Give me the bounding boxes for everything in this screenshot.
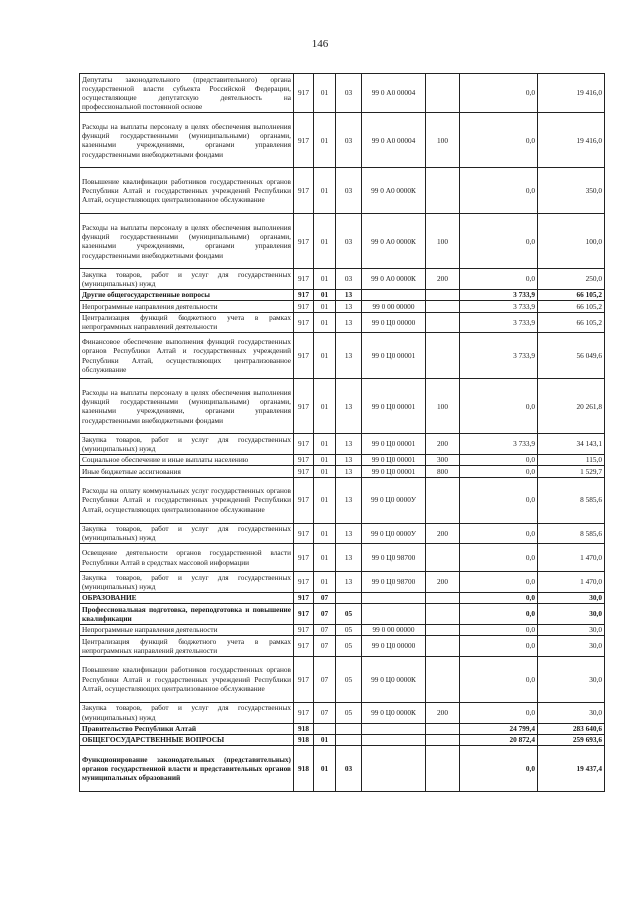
- ministry-code: 917: [294, 702, 314, 723]
- section-code: 07: [314, 702, 336, 723]
- amount-second: 1 470,0: [538, 544, 605, 572]
- expense-type-code: [426, 312, 460, 333]
- subsection-code: 03: [336, 746, 362, 792]
- amount-second: 8 585,6: [538, 477, 605, 523]
- table-row: [80, 723, 605, 734]
- amount-second: 30,0: [538, 604, 605, 625]
- table-row: [80, 269, 605, 290]
- amount-first: 3 733,9: [460, 333, 538, 379]
- expense-type-code: [426, 656, 460, 702]
- section-code: 01: [314, 74, 336, 113]
- expense-name: Закупка товаров, работ и услуг для государственных (муниципальных) нужд: [80, 572, 294, 593]
- expense-type-code: [426, 604, 460, 625]
- subsection-code: 03: [336, 269, 362, 290]
- expense-type-code: [426, 723, 460, 734]
- table-row: [80, 454, 605, 465]
- section-code: 01: [314, 454, 336, 465]
- section-code: 07: [314, 604, 336, 625]
- amount-second: 30,0: [538, 702, 605, 723]
- expense-name: Социальное обеспечение и иные выплаты населению: [80, 454, 294, 465]
- ministry-code: 917: [294, 592, 314, 603]
- expense-name: Централизация функций бюджетного учета в рамках непрограммных направлений деятельности: [80, 312, 294, 333]
- expense-type-code: [426, 168, 460, 214]
- expense-name: Расходы на выплаты персоналу в целях обеспечения выполнения функций государственными (муниципальными) органами, казенными учреждениями, органами управления государственными внебюджетными фондами: [80, 113, 294, 168]
- target-article-code: 99 0 00 00000: [362, 301, 426, 312]
- section-code: 01: [314, 379, 336, 434]
- subsection-code: [336, 592, 362, 603]
- expense-type-code: 200: [426, 523, 460, 544]
- target-article-code: 99 0 Ц0 00001: [362, 454, 426, 465]
- expense-type-code: [426, 301, 460, 312]
- section-code: 07: [314, 624, 336, 635]
- expense-name: Финансовое обеспечение выполнения функций государственных органов Республики Алтай и государственных учреждений Республики Алтай, осуществляющих централизованное обслуживание: [80, 333, 294, 379]
- page-number: 146: [311, 38, 329, 50]
- table-row: [80, 477, 605, 523]
- table-row: [80, 734, 605, 745]
- amount-second: 283 640,6: [538, 723, 605, 734]
- target-article-code: [362, 592, 426, 603]
- table-row: [80, 113, 605, 168]
- amount-first: 24 799,4: [460, 723, 538, 734]
- amount-first: 3 733,9: [460, 312, 538, 333]
- subsection-code: 13: [336, 544, 362, 572]
- expense-name: Централизация функций бюджетного учета в рамках непрограммных направлений деятельности: [80, 636, 294, 657]
- amount-first: 0,0: [460, 544, 538, 572]
- expense-name: Депутаты законодательного (представительного) органа государственной власти субъекта Российской Федерации, осуществляющие депутатскую деятельность на профессиональной постоянной основе: [80, 74, 294, 113]
- section-code: [314, 723, 336, 734]
- expense-type-code: [426, 624, 460, 635]
- subsection-code: 05: [336, 702, 362, 723]
- amount-first: 3 733,9: [460, 301, 538, 312]
- section-code: 01: [314, 746, 336, 792]
- amount-second: 20 261,8: [538, 379, 605, 434]
- section-code: 07: [314, 636, 336, 657]
- ministry-code: 917: [294, 312, 314, 333]
- ministry-code: 917: [294, 544, 314, 572]
- amount-first: 0,0: [460, 572, 538, 593]
- expense-name: Освещение деятельности органов государственной власти Республики Алтай в средствах массовой информации: [80, 544, 294, 572]
- ministry-code: 917: [294, 656, 314, 702]
- expense-type-code: [426, 289, 460, 300]
- target-article-code: 99 0 Ц0 00000: [362, 636, 426, 657]
- section-code: 01: [314, 312, 336, 333]
- subsection-code: 13: [336, 333, 362, 379]
- expense-type-code: [426, 734, 460, 745]
- expense-type-code: 200: [426, 572, 460, 593]
- ministry-code: 917: [294, 168, 314, 214]
- expense-name: Повышение квалификации работников государственных органов Республики Алтай и государственных учреждений Республики Алтай, осуществляющих централизованное обслуживание: [80, 168, 294, 214]
- expense-type-code: 200: [426, 434, 460, 455]
- subsection-code: [336, 723, 362, 734]
- section-code: 01: [314, 214, 336, 269]
- section-code: 01: [314, 434, 336, 455]
- amount-second: 350,0: [538, 168, 605, 214]
- target-article-code: 99 0 Ц0 0000К: [362, 656, 426, 702]
- target-article-code: 99 0 Ц0 00000: [362, 312, 426, 333]
- table-row: [80, 379, 605, 434]
- table-row: [80, 572, 605, 593]
- subsection-code: 13: [336, 379, 362, 434]
- subsection-code: 03: [336, 113, 362, 168]
- section-code: 01: [314, 523, 336, 544]
- ministry-code: 917: [294, 379, 314, 434]
- expense-name: Непрограммные направления деятельности: [80, 301, 294, 312]
- amount-second: 8 585,6: [538, 523, 605, 544]
- target-article-code: 99 0 Ц0 0000У: [362, 477, 426, 523]
- amount-second: 30,0: [538, 656, 605, 702]
- amount-second: 19 416,0: [538, 113, 605, 168]
- amount-first: 0,0: [460, 746, 538, 792]
- amount-second: 1 529,7: [538, 466, 605, 477]
- target-article-code: [362, 746, 426, 792]
- amount-first: 0,0: [460, 624, 538, 635]
- ministry-code: 917: [294, 624, 314, 635]
- subsection-code: 05: [336, 636, 362, 657]
- table-row: [80, 624, 605, 635]
- table-row: [80, 466, 605, 477]
- ministry-code: 917: [294, 269, 314, 290]
- amount-second: 115,0: [538, 454, 605, 465]
- amount-second: 1 470,0: [538, 572, 605, 593]
- ministry-code: 918: [294, 723, 314, 734]
- amount-first: 0,0: [460, 113, 538, 168]
- section-code: 01: [314, 734, 336, 745]
- amount-first: 0,0: [460, 269, 538, 290]
- amount-second: 66 105,2: [538, 312, 605, 333]
- expense-name: Профессиональная подготовка, переподготовка и повышение квалификации: [80, 604, 294, 625]
- amount-first: 0,0: [460, 214, 538, 269]
- table-row: [80, 289, 605, 300]
- expense-name: Закупка товаров, работ и услуг для государственных (муниципальных) нужд: [80, 523, 294, 544]
- amount-second: 100,0: [538, 214, 605, 269]
- expense-name: Расходы на выплаты персоналу в целях обеспечения выполнения функций государственными (муниципальными) органами, казенными учреждениями, органами управления государственными внебюджетными фондами: [80, 379, 294, 434]
- amount-first: 0,0: [460, 454, 538, 465]
- amount-second: 30,0: [538, 592, 605, 603]
- expense-type-code: 800: [426, 466, 460, 477]
- target-article-code: 99 0 Ц0 00001: [362, 379, 426, 434]
- ministry-code: 917: [294, 572, 314, 593]
- table-row: [80, 434, 605, 455]
- expense-type-code: [426, 592, 460, 603]
- subsection-code: 13: [336, 434, 362, 455]
- target-article-code: [362, 723, 426, 734]
- ministry-code: 917: [294, 454, 314, 465]
- amount-second: 66 105,2: [538, 289, 605, 300]
- target-article-code: 99 0 Ц0 00001: [362, 434, 426, 455]
- table-row: [80, 74, 605, 113]
- ministry-code: 917: [294, 333, 314, 379]
- subsection-code: 13: [336, 523, 362, 544]
- expense-type-code: [426, 746, 460, 792]
- subsection-code: [336, 734, 362, 745]
- expense-type-code: 300: [426, 454, 460, 465]
- section-code: 07: [314, 656, 336, 702]
- table-row: [80, 656, 605, 702]
- amount-first: 0,0: [460, 168, 538, 214]
- amount-second: 30,0: [538, 624, 605, 635]
- amount-second: 259 693,6: [538, 734, 605, 745]
- ministry-code: 917: [294, 466, 314, 477]
- subsection-code: 03: [336, 74, 362, 113]
- table-row: [80, 636, 605, 657]
- section-code: 01: [314, 477, 336, 523]
- amount-second: 66 105,2: [538, 301, 605, 312]
- subsection-code: 03: [336, 214, 362, 269]
- subsection-code: 13: [336, 466, 362, 477]
- subsection-code: 13: [336, 289, 362, 300]
- target-article-code: [362, 604, 426, 625]
- table-row: [80, 702, 605, 723]
- section-code: 01: [314, 466, 336, 477]
- expense-type-code: [426, 74, 460, 113]
- target-article-code: 99 0 Ц0 98700: [362, 572, 426, 593]
- subsection-code: 13: [336, 477, 362, 523]
- expense-type-code: [426, 636, 460, 657]
- subsection-code: 03: [336, 168, 362, 214]
- target-article-code: 99 0 А0 0000К: [362, 269, 426, 290]
- section-code: 01: [314, 289, 336, 300]
- amount-first: 0,0: [460, 379, 538, 434]
- section-code: 01: [314, 168, 336, 214]
- amount-first: 20 872,4: [460, 734, 538, 745]
- table-body: [80, 74, 605, 792]
- amount-second: 250,0: [538, 269, 605, 290]
- target-article-code: 99 0 00 00000: [362, 624, 426, 635]
- table-row: [80, 301, 605, 312]
- ministry-code: 917: [294, 523, 314, 544]
- target-article-code: 99 0 А0 0000К: [362, 214, 426, 269]
- amount-first: 0,0: [460, 74, 538, 113]
- expense-type-code: [426, 544, 460, 572]
- subsection-code: 05: [336, 624, 362, 635]
- subsection-code: 13: [336, 572, 362, 593]
- table-row: [80, 523, 605, 544]
- amount-first: 0,0: [460, 656, 538, 702]
- amount-first: 0,0: [460, 636, 538, 657]
- ministry-code: 917: [294, 604, 314, 625]
- amount-first: 0,0: [460, 477, 538, 523]
- expense-type-code: [426, 333, 460, 379]
- table-row: [80, 214, 605, 269]
- target-article-code: 99 0 Ц0 00001: [362, 333, 426, 379]
- subsection-code: 13: [336, 312, 362, 333]
- expense-name: Другие общегосударственные вопросы: [80, 289, 294, 300]
- amount-first: 3 733,9: [460, 434, 538, 455]
- ministry-code: 917: [294, 477, 314, 523]
- target-article-code: 99 0 А0 0000К: [362, 168, 426, 214]
- table-row: [80, 312, 605, 333]
- table-row: [80, 168, 605, 214]
- table-row: [80, 544, 605, 572]
- section-code: 01: [314, 572, 336, 593]
- amount-first: 0,0: [460, 523, 538, 544]
- subsection-code: 13: [336, 301, 362, 312]
- expense-type-code: 100: [426, 113, 460, 168]
- ministry-code: 917: [294, 289, 314, 300]
- expense-name: Иные бюджетные ассигнования: [80, 466, 294, 477]
- ministry-code: 917: [294, 636, 314, 657]
- expense-type-code: 200: [426, 269, 460, 290]
- amount-first: 0,0: [460, 702, 538, 723]
- expense-name: Закупка товаров, работ и услуг для государственных (муниципальных) нужд: [80, 434, 294, 455]
- ministry-code: 917: [294, 214, 314, 269]
- target-article-code: 99 0 Ц0 00001: [362, 466, 426, 477]
- amount-second: 19 416,0: [538, 74, 605, 113]
- ministry-code: 918: [294, 734, 314, 745]
- target-article-code: 99 0 А0 00004: [362, 113, 426, 168]
- expense-name: ОБЩЕГОСУДАРСТВЕННЫЕ ВОПРОСЫ: [80, 734, 294, 745]
- target-article-code: [362, 734, 426, 745]
- expense-name: Правительство Республики Алтай: [80, 723, 294, 734]
- expense-name: ОБРАЗОВАНИЕ: [80, 592, 294, 603]
- ministry-code: 917: [294, 434, 314, 455]
- subsection-code: 13: [336, 454, 362, 465]
- section-code: 07: [314, 592, 336, 603]
- table-row: [80, 604, 605, 625]
- table-row: [80, 333, 605, 379]
- ministry-code: 917: [294, 113, 314, 168]
- amount-first: 0,0: [460, 604, 538, 625]
- target-article-code: 99 0 Ц0 0000У: [362, 523, 426, 544]
- table-row: [80, 592, 605, 603]
- target-article-code: 99 0 Ц0 98700: [362, 544, 426, 572]
- section-code: 01: [314, 333, 336, 379]
- subsection-code: 05: [336, 656, 362, 702]
- section-code: 01: [314, 544, 336, 572]
- section-code: 01: [314, 113, 336, 168]
- target-article-code: 99 0 А0 00004: [362, 74, 426, 113]
- amount-first: 0,0: [460, 592, 538, 603]
- amount-first: 0,0: [460, 466, 538, 477]
- expense-name: Повышение квалификации работников государственных органов Республики Алтай и государственных учреждений Республики Алтай, осуществляющих централизованное обслуживание: [80, 656, 294, 702]
- ministry-code: 918: [294, 746, 314, 792]
- target-article-code: [362, 289, 426, 300]
- amount-second: 30,0: [538, 636, 605, 657]
- table-row: [80, 746, 605, 792]
- amount-first: 3 733,9: [460, 289, 538, 300]
- expense-type-code: [426, 477, 460, 523]
- expense-name: Закупка товаров, работ и услуг для государственных (муниципальных) нужд: [80, 702, 294, 723]
- budget-table: [79, 73, 605, 792]
- amount-second: 34 143,1: [538, 434, 605, 455]
- ministry-code: 917: [294, 301, 314, 312]
- expense-name: Закупка товаров, работ и услуг для государственных (муниципальных) нужд: [80, 269, 294, 290]
- amount-second: 19 437,4: [538, 746, 605, 792]
- expense-type-code: 200: [426, 702, 460, 723]
- expense-name: Расходы на выплаты персоналу в целях обеспечения выполнения функций государственными (муниципальными) органами, казенными учреждениями, органами управления государственными внебюджетными фондами: [80, 214, 294, 269]
- subsection-code: 05: [336, 604, 362, 625]
- ministry-code: 917: [294, 74, 314, 113]
- expense-type-code: 100: [426, 214, 460, 269]
- section-code: 01: [314, 269, 336, 290]
- expense-name: Непрограммные направления деятельности: [80, 624, 294, 635]
- section-code: 01: [314, 301, 336, 312]
- amount-second: 56 049,6: [538, 333, 605, 379]
- target-article-code: 99 0 Ц0 0000К: [362, 702, 426, 723]
- expense-type-code: 100: [426, 379, 460, 434]
- expense-name: Функционирование законодательных (представительных) органов государственной власти и представительных органов муниципальных образований: [80, 746, 294, 792]
- expense-name: Расходы на оплату коммунальных услуг государственных органов Республики Алтай и государственных учреждений Республики Алтай, осуществляющих централизованное обслуживание: [80, 477, 294, 523]
